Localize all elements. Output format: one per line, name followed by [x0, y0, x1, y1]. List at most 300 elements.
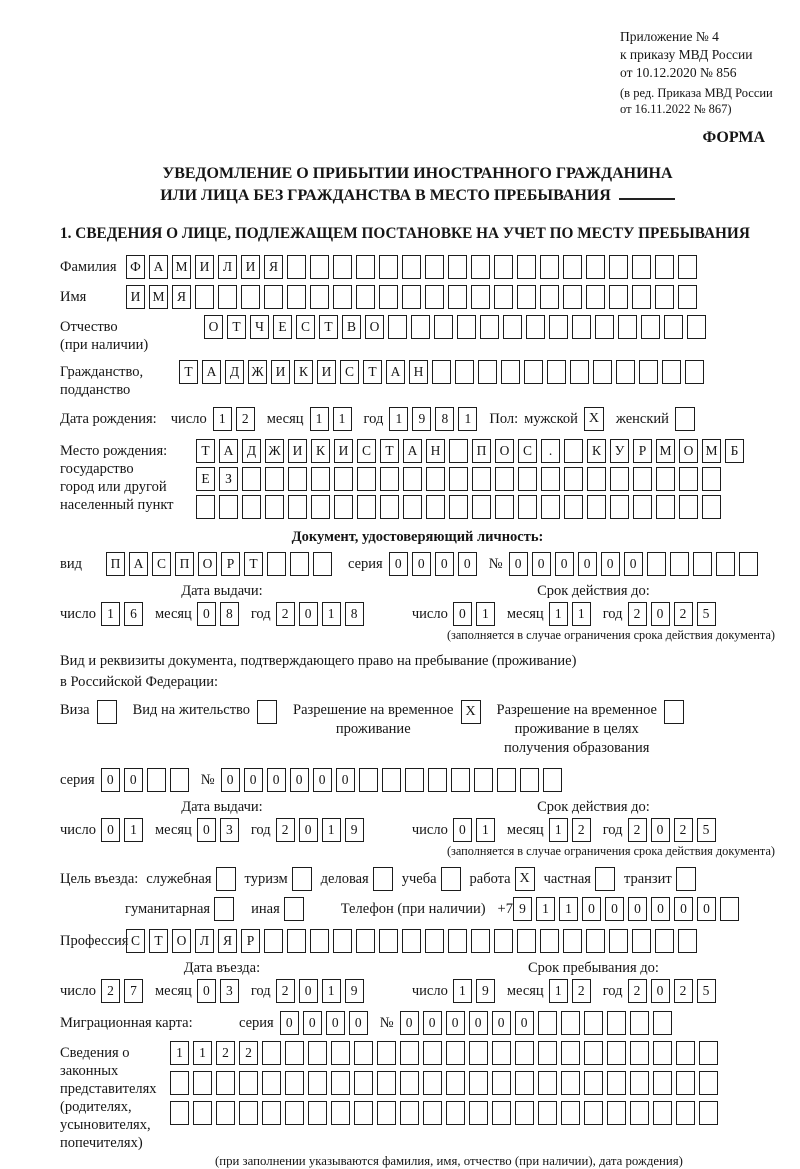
- char-box[interactable]: О: [198, 552, 217, 576]
- char-box[interactable]: [264, 929, 283, 953]
- char-box[interactable]: П: [175, 552, 194, 576]
- char-box[interactable]: [469, 1041, 488, 1065]
- char-box[interactable]: [549, 315, 568, 339]
- char-box[interactable]: А: [202, 360, 221, 384]
- char-box[interactable]: 1: [536, 897, 555, 921]
- char-box[interactable]: [239, 1101, 258, 1125]
- char-box[interactable]: 0: [458, 552, 477, 576]
- char-box[interactable]: 3: [220, 818, 239, 842]
- char-box[interactable]: [377, 1071, 396, 1095]
- char-box[interactable]: 0: [124, 768, 143, 792]
- char-box[interactable]: [446, 1041, 465, 1065]
- char-box[interactable]: Л: [218, 255, 237, 279]
- char-box[interactable]: 1: [193, 1041, 212, 1065]
- char-box[interactable]: [478, 360, 497, 384]
- char-box[interactable]: 0: [197, 602, 216, 626]
- char-box[interactable]: [633, 495, 652, 519]
- char-box[interactable]: 0: [336, 768, 355, 792]
- char-box[interactable]: 1: [572, 602, 591, 626]
- char-box[interactable]: [678, 255, 697, 279]
- temporary-residence-education-checkbox[interactable]: [664, 700, 684, 724]
- char-box[interactable]: [333, 285, 352, 309]
- char-box[interactable]: [564, 495, 583, 519]
- char-box[interactable]: 0: [605, 897, 624, 921]
- char-box[interactable]: 0: [492, 1011, 511, 1035]
- char-box[interactable]: [517, 929, 536, 953]
- char-box[interactable]: [497, 768, 516, 792]
- char-box[interactable]: Е: [273, 315, 292, 339]
- char-box[interactable]: 7: [124, 979, 143, 1003]
- char-box[interactable]: [607, 1011, 626, 1035]
- char-box[interactable]: [356, 285, 375, 309]
- char-box[interactable]: 1: [559, 897, 578, 921]
- gender-male-checkbox[interactable]: X: [584, 407, 604, 431]
- char-box[interactable]: [354, 1101, 373, 1125]
- char-box[interactable]: [423, 1071, 442, 1095]
- char-box[interactable]: [308, 1071, 327, 1095]
- char-box[interactable]: Т: [196, 439, 215, 463]
- char-box[interactable]: [267, 552, 286, 576]
- char-box[interactable]: Т: [363, 360, 382, 384]
- char-box[interactable]: 2: [236, 407, 255, 431]
- char-box[interactable]: [656, 495, 675, 519]
- char-box[interactable]: [656, 467, 675, 491]
- purpose-business-checkbox[interactable]: [373, 867, 393, 891]
- char-box[interactable]: [494, 255, 513, 279]
- char-box[interactable]: М: [149, 285, 168, 309]
- char-box[interactable]: 8: [345, 602, 364, 626]
- char-box[interactable]: [664, 315, 683, 339]
- purpose-other-checkbox[interactable]: [284, 897, 304, 921]
- char-box[interactable]: [655, 255, 674, 279]
- char-box[interactable]: 2: [674, 818, 693, 842]
- char-box[interactable]: [676, 1101, 695, 1125]
- char-box[interactable]: [653, 1011, 672, 1035]
- visa-checkbox[interactable]: [97, 700, 117, 724]
- char-box[interactable]: [287, 255, 306, 279]
- char-box[interactable]: [538, 1041, 557, 1065]
- char-box[interactable]: [540, 255, 559, 279]
- char-box[interactable]: [218, 285, 237, 309]
- char-box[interactable]: [354, 1041, 373, 1065]
- char-box[interactable]: [379, 285, 398, 309]
- char-box[interactable]: 0: [435, 552, 454, 576]
- char-box[interactable]: 2: [628, 979, 647, 1003]
- char-box[interactable]: [242, 467, 261, 491]
- char-box[interactable]: [586, 929, 605, 953]
- char-box[interactable]: [428, 768, 447, 792]
- char-box[interactable]: [400, 1101, 419, 1125]
- char-box[interactable]: 0: [349, 1011, 368, 1035]
- char-box[interactable]: [170, 1071, 189, 1095]
- char-box[interactable]: [480, 315, 499, 339]
- char-box[interactable]: [311, 467, 330, 491]
- char-box[interactable]: [403, 495, 422, 519]
- char-box[interactable]: 1: [549, 818, 568, 842]
- char-box[interactable]: В: [342, 315, 361, 339]
- char-box[interactable]: С: [152, 552, 171, 576]
- char-box[interactable]: [630, 1041, 649, 1065]
- char-box[interactable]: 0: [651, 897, 670, 921]
- char-box[interactable]: [308, 1101, 327, 1125]
- char-box[interactable]: Р: [633, 439, 652, 463]
- char-box[interactable]: 9: [345, 979, 364, 1003]
- char-box[interactable]: 0: [101, 818, 120, 842]
- char-box[interactable]: [308, 1041, 327, 1065]
- char-box[interactable]: [495, 495, 514, 519]
- char-box[interactable]: 9: [476, 979, 495, 1003]
- char-box[interactable]: [311, 495, 330, 519]
- char-box[interactable]: [287, 929, 306, 953]
- purpose-humanitarian-checkbox[interactable]: [214, 897, 234, 921]
- char-box[interactable]: [147, 768, 166, 792]
- char-box[interactable]: Т: [227, 315, 246, 339]
- char-box[interactable]: Я: [172, 285, 191, 309]
- char-box[interactable]: [334, 495, 353, 519]
- char-box[interactable]: 2: [674, 979, 693, 1003]
- char-box[interactable]: 0: [624, 552, 643, 576]
- char-box[interactable]: [679, 467, 698, 491]
- char-box[interactable]: А: [403, 439, 422, 463]
- char-box[interactable]: [670, 552, 689, 576]
- char-box[interactable]: [379, 255, 398, 279]
- char-box[interactable]: [405, 768, 424, 792]
- char-box[interactable]: 0: [400, 1011, 419, 1035]
- char-box[interactable]: [216, 1101, 235, 1125]
- char-box[interactable]: Н: [409, 360, 428, 384]
- char-box[interactable]: [287, 285, 306, 309]
- char-box[interactable]: [607, 1041, 626, 1065]
- char-box[interactable]: [517, 255, 536, 279]
- char-box[interactable]: [423, 1041, 442, 1065]
- char-box[interactable]: [561, 1071, 580, 1095]
- char-box[interactable]: [538, 1071, 557, 1095]
- char-box[interactable]: [607, 1101, 626, 1125]
- char-box[interactable]: [541, 495, 560, 519]
- char-box[interactable]: [285, 1071, 304, 1095]
- char-box[interactable]: 0: [244, 768, 263, 792]
- char-box[interactable]: Т: [380, 439, 399, 463]
- char-box[interactable]: И: [271, 360, 290, 384]
- char-box[interactable]: [518, 495, 537, 519]
- char-box[interactable]: [515, 1071, 534, 1095]
- char-box[interactable]: [449, 467, 468, 491]
- char-box[interactable]: [432, 360, 451, 384]
- char-box[interactable]: Е: [196, 467, 215, 491]
- char-box[interactable]: [655, 285, 674, 309]
- char-box[interactable]: [472, 467, 491, 491]
- char-box[interactable]: К: [587, 439, 606, 463]
- char-box[interactable]: 0: [389, 552, 408, 576]
- char-box[interactable]: З: [219, 467, 238, 491]
- char-box[interactable]: [448, 255, 467, 279]
- char-box[interactable]: [524, 360, 543, 384]
- char-box[interactable]: 9: [345, 818, 364, 842]
- char-box[interactable]: Б: [725, 439, 744, 463]
- char-box[interactable]: [641, 315, 660, 339]
- char-box[interactable]: [561, 1011, 580, 1035]
- char-box[interactable]: Т: [179, 360, 198, 384]
- char-box[interactable]: М: [172, 255, 191, 279]
- char-box[interactable]: [609, 255, 628, 279]
- char-box[interactable]: [632, 929, 651, 953]
- char-box[interactable]: [678, 285, 697, 309]
- char-box[interactable]: 1: [213, 407, 232, 431]
- char-box[interactable]: 0: [299, 818, 318, 842]
- char-box[interactable]: [563, 255, 582, 279]
- char-box[interactable]: 8: [220, 602, 239, 626]
- char-box[interactable]: [426, 495, 445, 519]
- char-box[interactable]: [538, 1101, 557, 1125]
- char-box[interactable]: [359, 768, 378, 792]
- char-box[interactable]: М: [656, 439, 675, 463]
- char-box[interactable]: [655, 929, 674, 953]
- char-box[interactable]: 1: [476, 602, 495, 626]
- char-box[interactable]: [518, 467, 537, 491]
- char-box[interactable]: [630, 1101, 649, 1125]
- char-box[interactable]: [570, 360, 589, 384]
- char-box[interactable]: [563, 285, 582, 309]
- char-box[interactable]: 5: [697, 818, 716, 842]
- char-box[interactable]: [687, 315, 706, 339]
- char-box[interactable]: [739, 552, 758, 576]
- char-box[interactable]: [653, 1101, 672, 1125]
- char-box[interactable]: 2: [276, 602, 295, 626]
- char-box[interactable]: [313, 552, 332, 576]
- char-box[interactable]: [699, 1071, 718, 1095]
- char-box[interactable]: 2: [572, 979, 591, 1003]
- char-box[interactable]: 0: [651, 602, 670, 626]
- char-box[interactable]: [262, 1041, 281, 1065]
- char-box[interactable]: [647, 552, 666, 576]
- char-box[interactable]: [242, 495, 261, 519]
- char-box[interactable]: 1: [458, 407, 477, 431]
- char-box[interactable]: [587, 467, 606, 491]
- char-box[interactable]: [310, 285, 329, 309]
- char-box[interactable]: [425, 255, 444, 279]
- char-box[interactable]: 1: [101, 602, 120, 626]
- char-box[interactable]: 1: [549, 979, 568, 1003]
- char-box[interactable]: [449, 439, 468, 463]
- char-box[interactable]: И: [195, 255, 214, 279]
- char-box[interactable]: Т: [149, 929, 168, 953]
- char-box[interactable]: [356, 929, 375, 953]
- char-box[interactable]: 9: [412, 407, 431, 431]
- char-box[interactable]: [630, 1071, 649, 1095]
- char-box[interactable]: Ч: [250, 315, 269, 339]
- char-box[interactable]: [196, 495, 215, 519]
- char-box[interactable]: И: [126, 285, 145, 309]
- char-box[interactable]: 2: [216, 1041, 235, 1065]
- char-box[interactable]: 0: [299, 979, 318, 1003]
- char-box[interactable]: 0: [582, 897, 601, 921]
- char-box[interactable]: 0: [299, 602, 318, 626]
- char-box[interactable]: Ж: [265, 439, 284, 463]
- char-box[interactable]: [469, 1071, 488, 1095]
- char-box[interactable]: Д: [225, 360, 244, 384]
- char-box[interactable]: [377, 1101, 396, 1125]
- residence-permit-checkbox[interactable]: [257, 700, 277, 724]
- purpose-work-checkbox[interactable]: X: [515, 867, 535, 891]
- char-box[interactable]: 1: [333, 407, 352, 431]
- char-box[interactable]: [584, 1011, 603, 1035]
- char-box[interactable]: 0: [280, 1011, 299, 1035]
- char-box[interactable]: [541, 467, 560, 491]
- char-box[interactable]: [356, 255, 375, 279]
- char-box[interactable]: [423, 1101, 442, 1125]
- char-box[interactable]: 0: [651, 818, 670, 842]
- char-box[interactable]: [451, 768, 470, 792]
- char-box[interactable]: А: [149, 255, 168, 279]
- char-box[interactable]: [377, 1041, 396, 1065]
- char-box[interactable]: 3: [220, 979, 239, 1003]
- char-box[interactable]: [517, 285, 536, 309]
- char-box[interactable]: О: [365, 315, 384, 339]
- char-box[interactable]: [310, 929, 329, 953]
- char-box[interactable]: 0: [267, 768, 286, 792]
- char-box[interactable]: [403, 467, 422, 491]
- char-box[interactable]: К: [294, 360, 313, 384]
- char-box[interactable]: [471, 285, 490, 309]
- char-box[interactable]: [699, 1041, 718, 1065]
- char-box[interactable]: [618, 315, 637, 339]
- char-box[interactable]: [471, 929, 490, 953]
- char-box[interactable]: [520, 768, 539, 792]
- char-box[interactable]: [448, 285, 467, 309]
- char-box[interactable]: [239, 1071, 258, 1095]
- char-box[interactable]: [262, 1071, 281, 1095]
- char-box[interactable]: 1: [476, 818, 495, 842]
- char-box[interactable]: И: [317, 360, 336, 384]
- char-box[interactable]: [716, 552, 735, 576]
- char-box[interactable]: 1: [310, 407, 329, 431]
- char-box[interactable]: 0: [197, 979, 216, 1003]
- char-box[interactable]: [402, 929, 421, 953]
- char-box[interactable]: [354, 1071, 373, 1095]
- char-box[interactable]: 0: [453, 602, 472, 626]
- char-box[interactable]: [494, 929, 513, 953]
- char-box[interactable]: [702, 495, 721, 519]
- char-box[interactable]: [388, 315, 407, 339]
- char-box[interactable]: [685, 360, 704, 384]
- char-box[interactable]: [216, 1071, 235, 1095]
- char-box[interactable]: 5: [697, 979, 716, 1003]
- char-box[interactable]: [193, 1101, 212, 1125]
- char-box[interactable]: 1: [549, 602, 568, 626]
- char-box[interactable]: [720, 897, 739, 921]
- char-box[interactable]: [331, 1071, 350, 1095]
- char-box[interactable]: [610, 495, 629, 519]
- char-box[interactable]: [455, 360, 474, 384]
- char-box[interactable]: [400, 1041, 419, 1065]
- temporary-residence-checkbox[interactable]: X: [461, 700, 481, 724]
- char-box[interactable]: [639, 360, 658, 384]
- char-box[interactable]: [331, 1041, 350, 1065]
- char-box[interactable]: [586, 255, 605, 279]
- char-box[interactable]: [584, 1041, 603, 1065]
- char-box[interactable]: [474, 768, 493, 792]
- char-box[interactable]: 0: [303, 1011, 322, 1035]
- char-box[interactable]: [561, 1041, 580, 1065]
- char-box[interactable]: [400, 1071, 419, 1095]
- char-box[interactable]: [288, 495, 307, 519]
- char-box[interactable]: 1: [170, 1041, 189, 1065]
- char-box[interactable]: [471, 255, 490, 279]
- char-box[interactable]: С: [518, 439, 537, 463]
- char-box[interactable]: [333, 929, 352, 953]
- char-box[interactable]: [380, 467, 399, 491]
- char-box[interactable]: [382, 768, 401, 792]
- char-box[interactable]: Ф: [126, 255, 145, 279]
- char-box[interactable]: [285, 1041, 304, 1065]
- char-box[interactable]: [331, 1101, 350, 1125]
- char-box[interactable]: 6: [124, 602, 143, 626]
- char-box[interactable]: [333, 255, 352, 279]
- char-box[interactable]: [609, 285, 628, 309]
- char-box[interactable]: [676, 1041, 695, 1065]
- char-box[interactable]: 0: [446, 1011, 465, 1035]
- char-box[interactable]: 2: [101, 979, 120, 1003]
- char-box[interactable]: С: [340, 360, 359, 384]
- char-box[interactable]: 8: [435, 407, 454, 431]
- char-box[interactable]: 0: [555, 552, 574, 576]
- char-box[interactable]: [492, 1041, 511, 1065]
- char-box[interactable]: [494, 285, 513, 309]
- char-box[interactable]: 0: [423, 1011, 442, 1035]
- char-box[interactable]: [472, 495, 491, 519]
- char-box[interactable]: А: [219, 439, 238, 463]
- char-box[interactable]: [334, 467, 353, 491]
- char-box[interactable]: [492, 1071, 511, 1095]
- char-box[interactable]: 1: [322, 979, 341, 1003]
- char-box[interactable]: 2: [239, 1041, 258, 1065]
- char-box[interactable]: [609, 929, 628, 953]
- char-box[interactable]: Н: [426, 439, 445, 463]
- char-box[interactable]: 1: [124, 818, 143, 842]
- char-box[interactable]: [632, 285, 651, 309]
- char-box[interactable]: 1: [322, 602, 341, 626]
- char-box[interactable]: [607, 1071, 626, 1095]
- char-box[interactable]: [425, 285, 444, 309]
- char-box[interactable]: 0: [674, 897, 693, 921]
- char-box[interactable]: [587, 495, 606, 519]
- char-box[interactable]: 1: [322, 818, 341, 842]
- char-box[interactable]: 0: [221, 768, 240, 792]
- char-box[interactable]: [543, 768, 562, 792]
- purpose-private-checkbox[interactable]: [595, 867, 615, 891]
- char-box[interactable]: 0: [697, 897, 716, 921]
- char-box[interactable]: 2: [276, 979, 295, 1003]
- char-box[interactable]: [633, 467, 652, 491]
- char-box[interactable]: [285, 1101, 304, 1125]
- purpose-study-checkbox[interactable]: [441, 867, 461, 891]
- char-box[interactable]: [195, 285, 214, 309]
- char-box[interactable]: [584, 1071, 603, 1095]
- char-box[interactable]: [515, 1101, 534, 1125]
- char-box[interactable]: [699, 1101, 718, 1125]
- char-box[interactable]: [515, 1041, 534, 1065]
- char-box[interactable]: [564, 439, 583, 463]
- char-box[interactable]: 2: [276, 818, 295, 842]
- char-box[interactable]: [495, 467, 514, 491]
- char-box[interactable]: П: [106, 552, 125, 576]
- char-box[interactable]: [426, 467, 445, 491]
- char-box[interactable]: 0: [412, 552, 431, 576]
- char-box[interactable]: С: [357, 439, 376, 463]
- char-box[interactable]: [538, 1011, 557, 1035]
- char-box[interactable]: [357, 495, 376, 519]
- char-box[interactable]: [610, 467, 629, 491]
